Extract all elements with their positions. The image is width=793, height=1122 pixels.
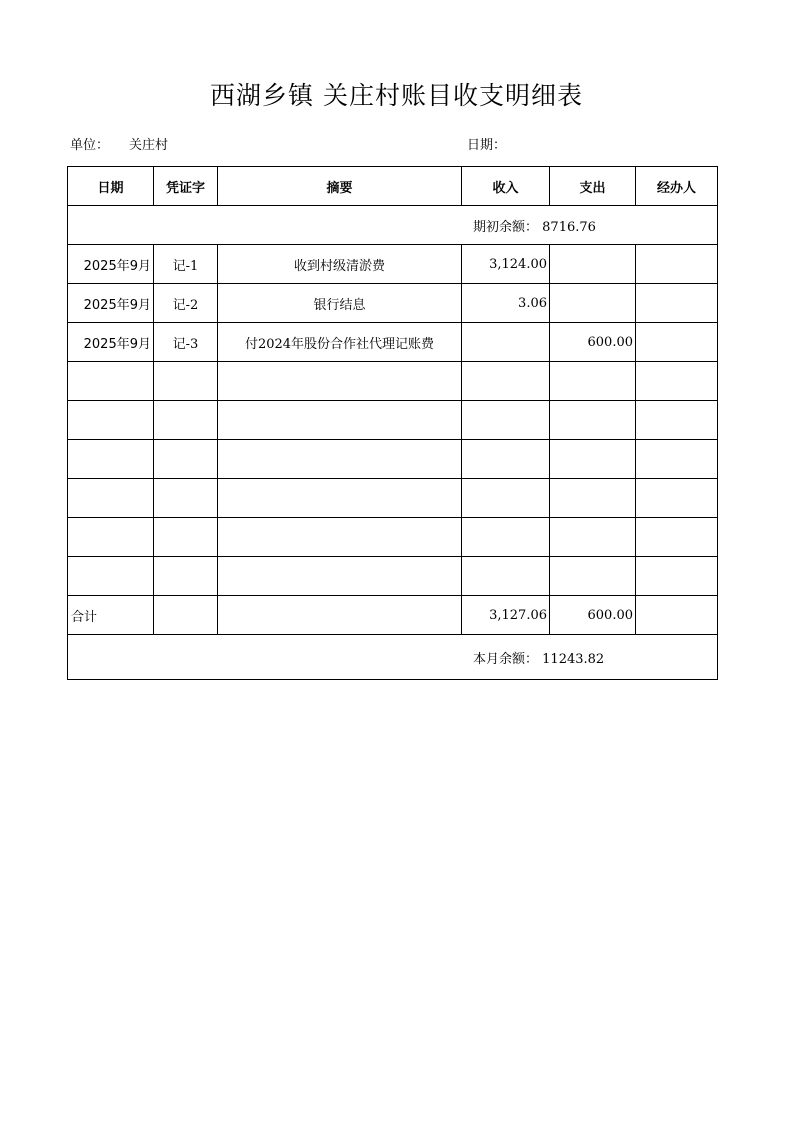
cell-handler <box>636 245 718 284</box>
empty-cell <box>68 479 154 518</box>
cell-date: 2025年9月 <box>68 323 154 362</box>
table-row <box>68 284 718 323</box>
header-row <box>68 167 718 206</box>
empty-row <box>68 362 718 401</box>
ledger-table <box>67 166 718 680</box>
empty-cell <box>218 401 462 440</box>
empty-cell <box>218 557 462 596</box>
empty-cell <box>218 596 462 635</box>
empty-cell <box>218 440 462 479</box>
header-summary: 摘要 <box>218 167 462 206</box>
header-voucher: 凭证字 <box>154 167 218 206</box>
empty-row <box>68 401 718 440</box>
closing-balance-label: 本月余额： <box>473 651 539 667</box>
total-label: 合计 <box>68 596 154 635</box>
empty-cell <box>154 557 218 596</box>
empty-cell <box>462 440 550 479</box>
empty-cell <box>462 362 550 401</box>
empty-row <box>68 440 718 479</box>
empty-cell <box>68 440 154 479</box>
empty-cell <box>636 557 718 596</box>
empty-row <box>68 479 718 518</box>
empty-cell <box>218 518 462 557</box>
empty-cell <box>462 518 550 557</box>
header-expense: 支出 <box>550 167 636 206</box>
empty-cell <box>154 518 218 557</box>
header-income: 收入 <box>462 167 550 206</box>
empty-row <box>68 557 718 596</box>
empty-cell <box>636 596 718 635</box>
empty-cell <box>68 362 154 401</box>
empty-cell <box>68 401 154 440</box>
empty-cell <box>550 401 636 440</box>
cell-income: 3,124.00 <box>462 245 550 284</box>
cell-income: 3.06 <box>462 284 550 323</box>
cell-voucher: 记-1 <box>154 245 218 284</box>
total-expense: 600.00 <box>550 596 636 635</box>
page-title: 西湖乡镇 关庄村账目收支明细表 <box>210 81 583 110</box>
empty-cell <box>636 401 718 440</box>
header-handler: 经办人 <box>636 167 718 206</box>
empty-cell <box>68 518 154 557</box>
empty-cell <box>550 518 636 557</box>
empty-row <box>68 518 718 557</box>
cell-date: 2025年9月 <box>68 284 154 323</box>
total-row <box>68 596 718 635</box>
empty-cell <box>68 557 154 596</box>
empty-cell <box>636 440 718 479</box>
cell-voucher: 记-3 <box>154 323 218 362</box>
empty-cell <box>154 401 218 440</box>
cell-income <box>462 323 550 362</box>
table-row <box>68 323 718 362</box>
empty-cell <box>218 479 462 518</box>
cell-summary: 银行结息 <box>218 284 462 323</box>
cell-handler <box>636 323 718 362</box>
empty-cell <box>462 479 550 518</box>
empty-cell <box>636 479 718 518</box>
unit-label: 单位： <box>70 138 110 153</box>
empty-cell <box>550 362 636 401</box>
table-row <box>68 245 718 284</box>
cell-expense: 600.00 <box>550 323 636 362</box>
empty-cell <box>462 557 550 596</box>
empty-cell <box>462 401 550 440</box>
empty-cell <box>550 440 636 479</box>
empty-cell <box>550 557 636 596</box>
empty-cell <box>154 440 218 479</box>
cell-date: 2025年9月 <box>68 245 154 284</box>
empty-cell <box>154 479 218 518</box>
cell-summary: 付2024年股份合作社代理记账费 <box>218 323 462 362</box>
empty-cell <box>636 518 718 557</box>
empty-cell <box>636 362 718 401</box>
cell-voucher: 记-2 <box>154 284 218 323</box>
empty-cell <box>550 479 636 518</box>
cell-expense <box>550 284 636 323</box>
cell-handler <box>636 284 718 323</box>
closing-balance-cell <box>68 635 718 680</box>
cell-summary: 收到村级清淤费 <box>218 245 462 284</box>
cell-expense <box>550 245 636 284</box>
closing-balance-row <box>68 635 718 680</box>
opening-balance-cell <box>68 206 718 245</box>
empty-cell <box>218 362 462 401</box>
opening-balance-value: 8716.76 <box>542 219 596 235</box>
closing-balance-value: 11243.82 <box>542 651 605 667</box>
opening-balance-label: 期初余额： <box>473 219 539 235</box>
date-label: 日期： <box>467 138 507 153</box>
unit-value: 关庄村 <box>129 138 169 153</box>
header-date: 日期 <box>68 167 154 206</box>
total-income: 3,127.06 <box>462 596 550 635</box>
opening-balance-row <box>68 206 718 245</box>
empty-cell <box>154 596 218 635</box>
empty-cell <box>154 362 218 401</box>
